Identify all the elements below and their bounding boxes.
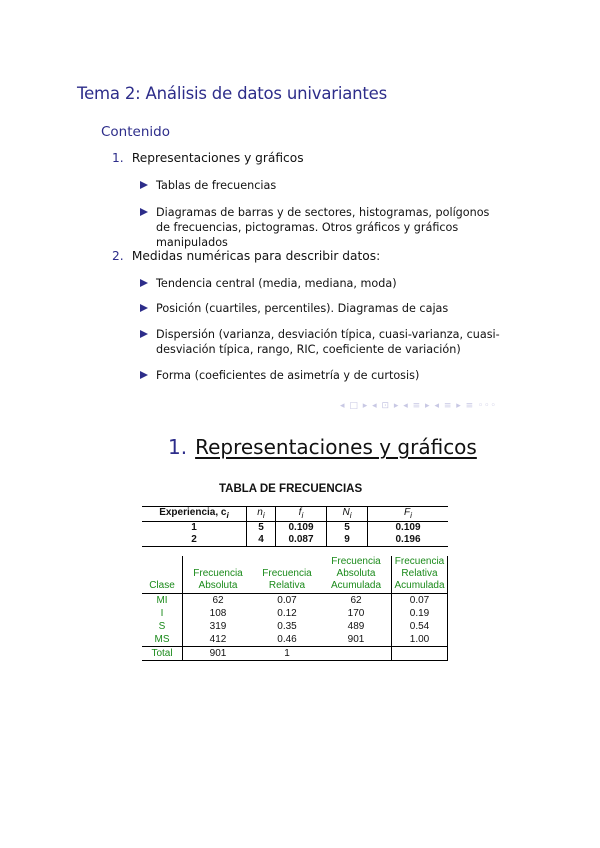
frequency-table-title: TABLA DE FRECUENCIAS: [219, 483, 363, 495]
table-row: S 319 0.35 489 0.54: [142, 620, 448, 633]
bullet-item: Tablas de frecuencias: [140, 178, 500, 193]
column-header-frecuencia-relativa: Frecuencia Relativa: [253, 556, 321, 594]
column-header: $n_i$: [247, 507, 276, 522]
table-total-row: Total 901 1: [142, 647, 448, 661]
beamer-navigation-bar[interactable]: ◂ □ ▸ ◂ ⊡ ▸ ◂ ≡ ▸ ◂ ≡ ▸ ≡ ◦◦◦: [340, 401, 497, 411]
section-2-number: 2.: [112, 249, 124, 263]
table-header-row: [142, 507, 448, 522]
slide-title: Tema 2: Análisis de datos univariantes: [77, 84, 387, 103]
table-header-row: [142, 556, 448, 594]
bullet-item: Diagramas de barras y de sectores, histogramas, polígonos de frecuencias, pictogramas. Otros gráficos y gráficos manipulados: [140, 205, 500, 250]
frequency-table: [142, 506, 448, 547]
section-1-label: Representaciones y gráficos: [131, 151, 304, 165]
triangle-bullet-icon: [140, 304, 148, 312]
bullet-item: Dispersión (varianza, desviación típica, cuasi-varianza, cuasi-desviación típica, rango, RIC, coeficiente de variación): [140, 327, 500, 357]
column-header: Experiencia, $c_i$: [159, 507, 229, 520]
column-header-frecuencia-absoluta-acumulada: Frecuencia Absoluta Acumulada: [321, 556, 392, 594]
bullet-item: Forma (coeficientes de asimetría y de curtosis): [140, 368, 500, 383]
triangle-bullet-icon: [140, 279, 148, 287]
table-row: I 108 0.12 170 0.19: [142, 607, 448, 620]
class-frequency-table: [142, 556, 448, 661]
bullet-item: Posición (cuartiles, percentiles). Diagramas de cajas: [140, 301, 500, 316]
column-header: $f_i$: [276, 507, 327, 522]
column-header: $N_i$: [327, 507, 368, 522]
column-header-frecuencia-absoluta: Frecuencia Absoluta: [183, 556, 254, 594]
column-header: $F_i$: [368, 507, 449, 522]
triangle-bullet-icon: [140, 330, 148, 338]
table-row: 1 5 0.109 5 0.109: [142, 522, 448, 535]
table-row: MS 412 0.46 901 1.00: [142, 633, 448, 647]
section-1: [112, 151, 304, 165]
triangle-bullet-icon: [140, 371, 148, 379]
section-title-text: Representaciones y gráficos: [195, 435, 477, 459]
section-number: 1.: [168, 435, 188, 459]
contents-heading: Contenido: [101, 124, 170, 140]
table-row: 2 4 0.087 9 0.196: [142, 534, 448, 547]
column-header-frecuencia-relativa-acumulada: Frecuencia Relativa Acumulada: [392, 556, 448, 594]
section-1-number: 1.: [112, 151, 124, 165]
column-header-clase: Clase: [142, 556, 183, 594]
triangle-bullet-icon: [140, 208, 148, 216]
table-row: MI 62 0.07 62 0.07: [142, 594, 448, 608]
triangle-bullet-icon: [140, 181, 148, 189]
bullet-item: Tendencia central (media, mediana, moda): [140, 276, 500, 291]
slide-contents: [0, 0, 600, 420]
section-2-label: Medidas numéricas para describir datos:: [131, 249, 381, 263]
section-2: [112, 249, 380, 263]
section-title: [168, 435, 477, 459]
